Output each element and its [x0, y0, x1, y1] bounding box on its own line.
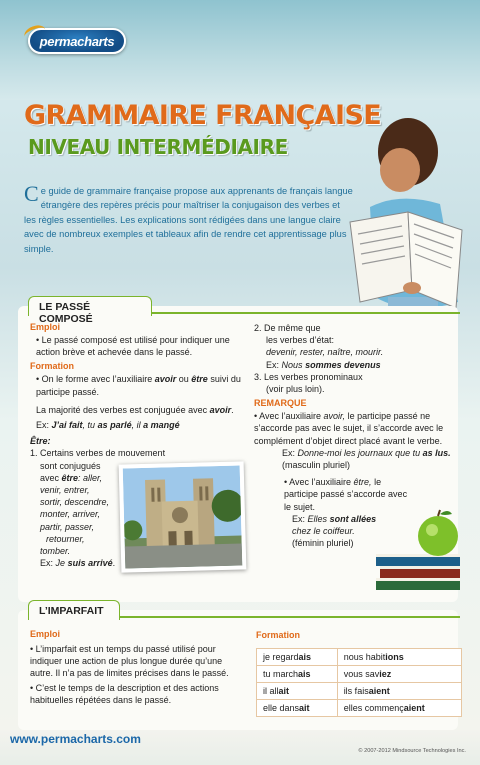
- tab-imparfait: L’IMPARFAIT: [28, 600, 120, 620]
- etre-rule-1: 1. Certains verbes de mouvement: [30, 448, 166, 459]
- table-cell: vous saviez: [337, 666, 461, 683]
- remarque-etre: • Avec l’auxiliaire être, le participe passé s’accorde avec le sujet.: [284, 477, 408, 512]
- table-cell: il allait: [257, 683, 338, 700]
- drop-cap: C: [24, 181, 39, 206]
- section-divider: [150, 312, 460, 314]
- copyright-notice: © 2007-2012 Mindsource Technologies Inc.: [358, 748, 466, 754]
- permacharts-logo[interactable]: permacharts: [28, 28, 126, 54]
- table-cell: elle dansait: [257, 700, 338, 717]
- intro-paragraph: Ce guide de grammaire française propose aux apprenants de français langue étrangère des repères précis pour maîtriser la conjugaison des verbes et les règles essentielles. Les explications sont rédigées dans une langue claire avec de nombreux exemples et tableaux afin de rendre cet apprentissage plus simple.: [24, 181, 353, 254]
- table-cell: elles commençaient: [337, 700, 461, 717]
- apple-on-books-illustration: [376, 508, 460, 590]
- etre-rule-1b: sont conjugués: [40, 460, 101, 471]
- table-cell: je regardais: [257, 649, 338, 666]
- imparfait-emploi-heading: Emploi: [30, 629, 61, 639]
- etre-rule-3b: (voir plus loin).: [266, 384, 325, 395]
- remarque-avoir: • Avec l’auxiliaire avoir, le participe passé ne s’accorde pas avec le sujet, il s’accorde avec le complément d’objet direct placé avant le verbe.: [254, 411, 444, 446]
- imparfait-conjugation-table: [256, 648, 462, 717]
- table-row: [257, 683, 462, 700]
- imparfait-bullet-2: • C’est le temps de la description et des actions habituelles répétées dans le passé.: [30, 682, 219, 705]
- formation-text: • On le forme avec l’auxiliaire avoir ou être suivi du participe passé.: [36, 374, 241, 397]
- etre-heading: Être:: [30, 436, 51, 447]
- page-title: GRAMMAIRE FRANÇAISE: [24, 100, 382, 131]
- section-divider: [118, 616, 460, 618]
- page-subtitle: NIVEAU INTERMÉDIAIRE: [28, 135, 288, 159]
- example-avoir: Ex: J’ai fait, tu as parlé, il a mangé: [36, 420, 180, 431]
- etre-rule-2b: les verbes d’état:: [266, 335, 335, 346]
- table-row: [257, 666, 462, 683]
- verb-line: venir, entrer,: [40, 485, 90, 496]
- example-state: Ex: Nous sommes devenus: [266, 359, 381, 370]
- state-verbs: devenir, rester, naître, mourir.: [266, 347, 384, 358]
- verb-line: retourner,: [46, 533, 85, 544]
- tab-passe-compose: LE PASSÉ COMPOSÉ: [28, 296, 152, 316]
- imparfait-bullet-1: • L’imparfait est un temps du passé utilisé pour indiquer une action de plus longue durée qu’une autre. Il n’a pas de limites précises dans le passé.: [30, 644, 229, 679]
- remarque-example-2: Ex: Elles sont allées chez le coiffeur. (féminin pluriel): [292, 513, 377, 549]
- etre-rule-3: 3. Les verbes pronominaux: [254, 371, 363, 382]
- remarque-example-1: Ex: Donne-moi les journaux que tu as lus. (masculin pluriel): [282, 447, 451, 471]
- etre-rule-2: 2. De même que: [254, 323, 321, 333]
- verb-line: partir, passer,: [40, 521, 95, 532]
- imparfait-formation-heading: Formation: [256, 630, 300, 640]
- table-row: [257, 649, 462, 666]
- remarque-heading: REMARQUE: [254, 398, 307, 409]
- majorite-text: La majorité des verbes est conjuguée avec avoir.: [36, 404, 234, 415]
- table-cell: tu marchais: [257, 666, 338, 683]
- table-row: [257, 700, 462, 717]
- website-link[interactable]: www.permacharts.com: [10, 732, 141, 746]
- emploi-heading: Emploi: [30, 322, 61, 332]
- formation-heading: Formation: [30, 361, 74, 372]
- table-cell: ils faisaient: [337, 683, 461, 700]
- example-etre: Ex: Je suis arrivé.: [40, 558, 116, 569]
- verb-line: tomber.: [40, 546, 71, 557]
- imparfait-left-column: [30, 629, 246, 706]
- emploi-text: • Le passé composé est utilisé pour indiquer une action brève et achevée dans le passé.: [36, 335, 230, 358]
- notre-dame-photo: [119, 461, 247, 572]
- etre-rule-1c: avec être: aller,: [40, 472, 103, 483]
- table-cell: nous habitions: [337, 649, 461, 666]
- verb-line: monter, arriver,: [40, 509, 101, 520]
- verb-line: sortir, descendre,: [40, 497, 110, 508]
